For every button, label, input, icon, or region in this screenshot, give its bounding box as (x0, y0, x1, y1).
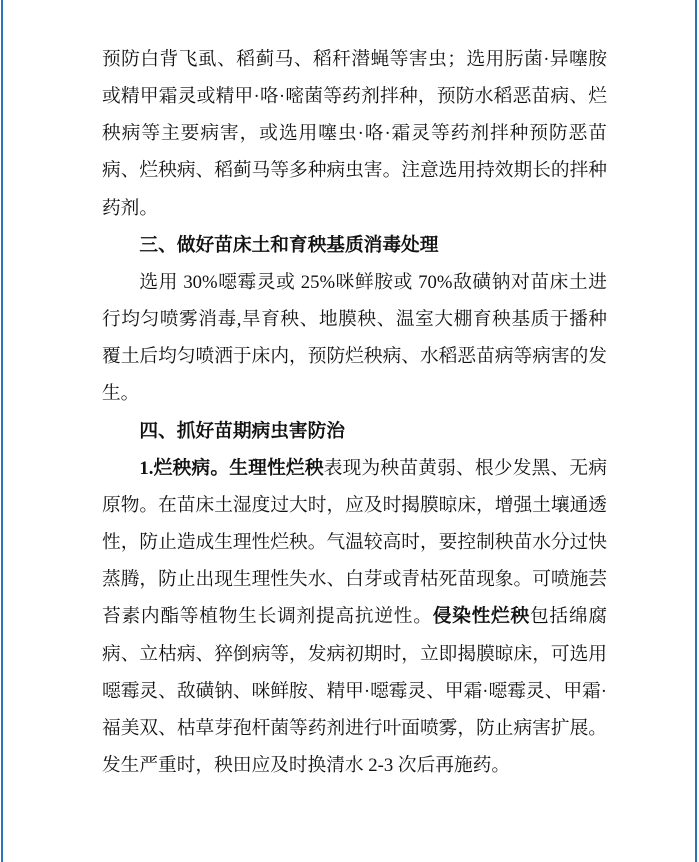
paragraph (102, 41, 607, 227)
paragraph (102, 450, 607, 784)
page-border-right-line (695, 0, 697, 862)
section-heading (102, 227, 607, 264)
text-run: 侵染性烂秧 (432, 606, 530, 628)
text-run: 四、抓好苗期病虫害防治 (139, 420, 345, 442)
text-run: 预防白背飞虱、稻蓟马、稻秆潜蝇等害虫；选用肟菌·异噻胺或精甲霜灵或精甲·咯·嘧菌等药剂拌种，预防水稻恶苗病、烂秧病等主要病害，或选用噻虫·咯·霜灵等药剂拌种预防恶苗病、烂秧病、稻蓟马等多种病虫害。注意选用持效期长的拌种药剂。 (102, 49, 607, 219)
text-run: 1.烂秧病。生理性烂秧 (139, 457, 324, 479)
text-run: 表现为秧苗黄弱、根少发黑、无病原物。在苗床土湿度过大时，应及时揭膜晾床，增强土壤通透性，防止造成生理性烂秧。气温较高时，要控制秧苗水分过快蒸腾，防止出现生理性失水、白芽或青枯死苗现象。可喷施芸苔素内酯等植物生长调剂提高抗逆性。 (102, 457, 608, 628)
text-run: 选用 30%噁霉灵或 25%咪鲜胺或 70%敌磺钠对苗床土进行均匀喷雾消毒,旱育秧、地膜秧、温室大棚育秧基质于播种覆土后均匀喷洒于床内，预防烂秧病、水稻恶苗病等病害的发生。 (102, 271, 607, 405)
section-heading (102, 413, 607, 450)
text-run: 包括绵腐病、立枯病、猝倒病等，发病初期时，立即揭膜晾床，可选用噁霉灵、敌磺钠、咪鲜胺、精甲·噁霉灵、甲霜·噁霉灵、甲霜·福美双、枯草芽孢杆菌等药剂进行叶面喷雾，防止病害扩展。发生严重时，秧田应及时换清水 2-3 次后再施药。 (102, 606, 608, 776)
paragraph (102, 264, 607, 413)
document-body (102, 41, 607, 784)
page-border-left-line (1, 0, 3, 862)
text-run: 三、做好苗床土和育秧基质消毒处理 (139, 234, 439, 256)
